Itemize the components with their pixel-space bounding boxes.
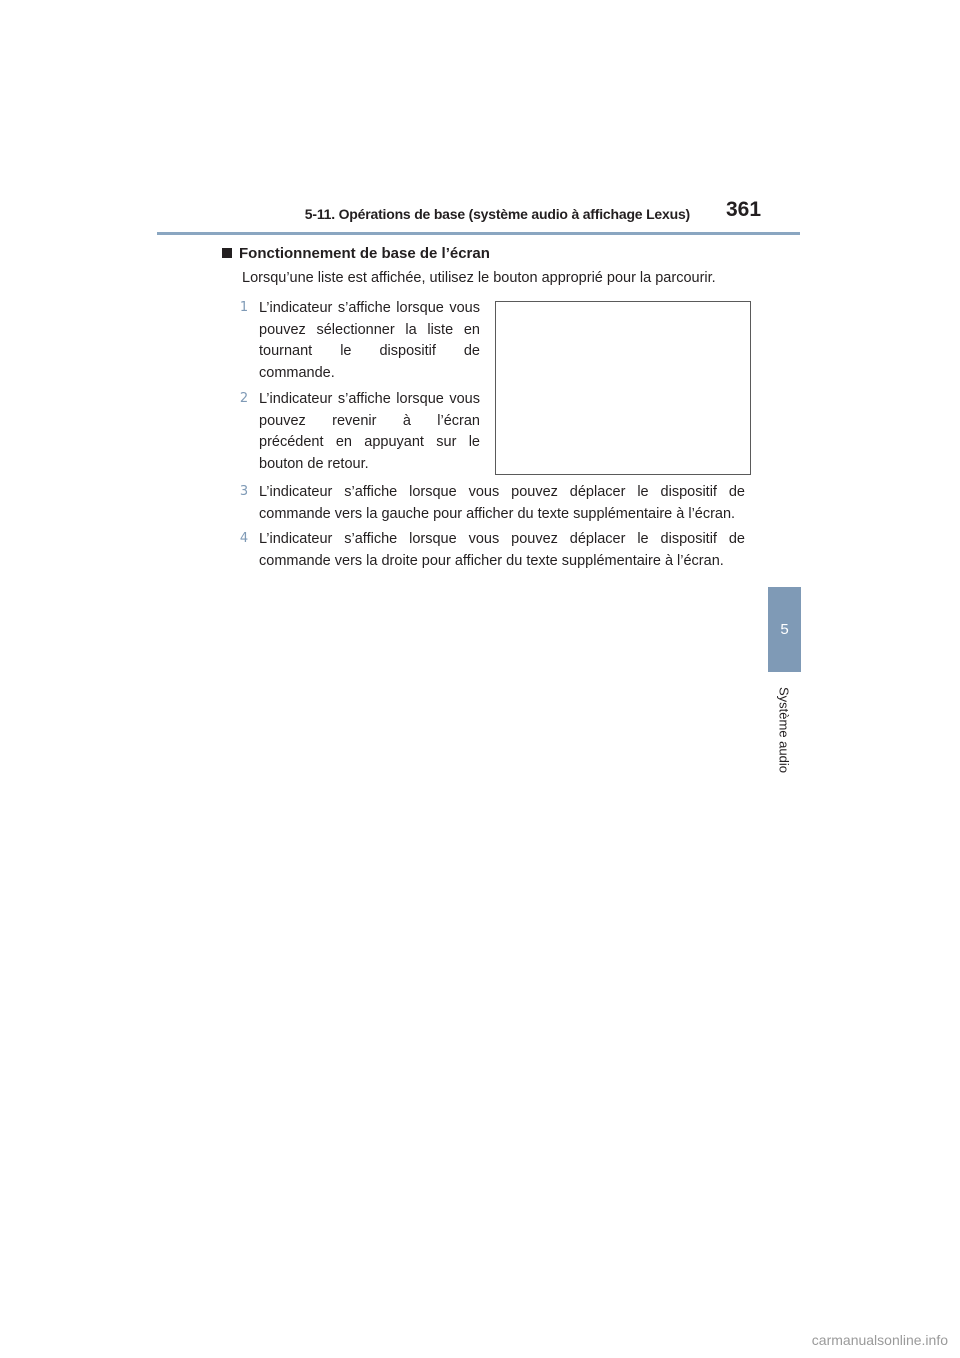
item-text-3: L’indicateur s’affiche lorsque vous pouvez déplacer le dispositif de commande vers la gauche pour afficher du texte supplémentaire à l’écran. xyxy=(259,484,745,522)
chapter-number: 5 xyxy=(780,621,789,638)
item-text-4: L’indicateur s’affiche lorsque vous pouvez déplacer le dispositif de commande vers la droite pour afficher du texte supplémentaire à l’écran. xyxy=(259,531,745,569)
item-number-1: 1 xyxy=(239,300,249,315)
chapter-label: Système audio xyxy=(776,687,792,773)
section-heading-text: Fonctionnement de base de l’écran xyxy=(239,245,490,262)
header-rule xyxy=(157,232,800,235)
item-text-2: L’indicateur s’affiche lorsque vous pouvez revenir à l’écran précédent en appuyant sur le bouton de retour. xyxy=(259,391,480,472)
item-number-4: 4 xyxy=(239,531,249,546)
section-heading xyxy=(222,245,490,262)
item-text-1: L’indicateur s’affiche lorsque vous pouvez sélectionner la liste en tournant le dispositif de commande. xyxy=(259,300,480,381)
page-number: 361 xyxy=(726,198,762,221)
item-number-2: 2 xyxy=(239,391,249,406)
square-bullet-icon xyxy=(222,248,232,258)
item-number-3: 3 xyxy=(239,484,249,499)
section-intro: Lorsqu’une liste est affichée, utilisez le bouton approprié pour la parcourir. xyxy=(242,270,716,286)
screen-illustration xyxy=(495,301,751,475)
header-title: 5-11. Opérations de base (système audio à affichage Lexus) xyxy=(304,206,690,222)
watermark: carmanualsonline.info xyxy=(811,1332,948,1348)
chapter-tab xyxy=(768,587,801,672)
